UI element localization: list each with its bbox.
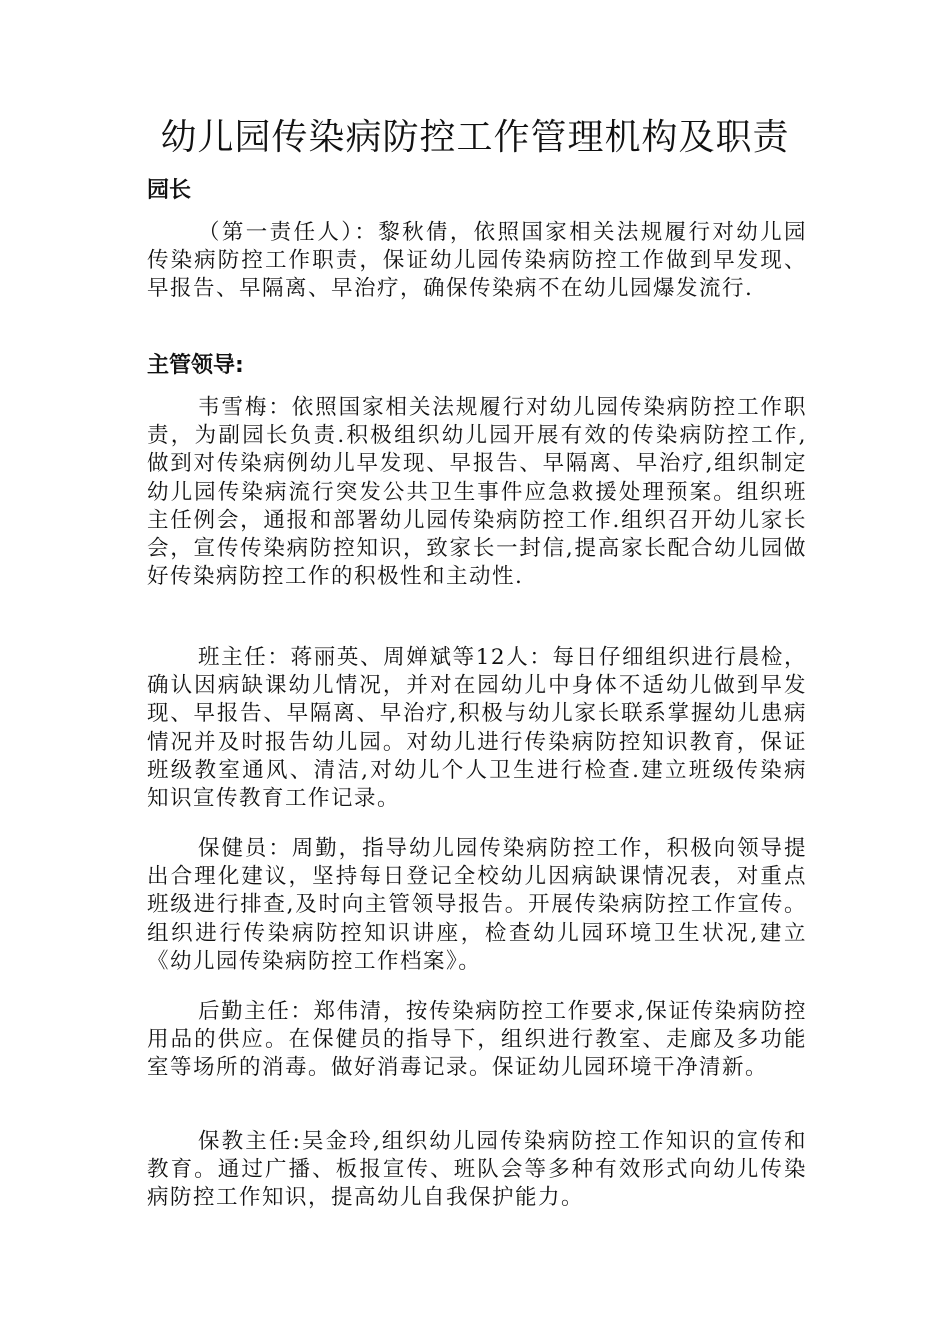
- paragraph-health-worker: 保健员：周勤，指导幼儿园传染病防控工作，积极向领导提出合理化建议，坚持每日登记全校幼儿因病缺课情况表，对重点班级进行排查,及时向主管领导报告。开展传染病防控工作宣传。组织进行传染病防控知识讲座，检查幼儿园环境卫生状况,建立《幼儿园传染病防控工作档案》。: [147, 836, 807, 974]
- section-heading-supervisor: 主管领导:: [147, 353, 244, 378]
- paragraph-class-teacher: 班主任：蒋丽英、周婵斌等12人：每日仔细组织进行晨检，确认因病缺课幼儿情况，并对在园幼儿中身体不适幼儿做到早发现、早报告、早隔离、早治疗,积极与幼儿家长联系掌握幼儿患病情况并及时报告幼儿园。对幼儿进行传染病防控知识教育，保证班级教室通风、清洁,对幼儿个人卫生进行检查.建立班级传染病知识宣传教育工作记录。: [147, 645, 807, 812]
- paragraph-logistics-director: 后勤主任：郑伟清，按传染病防控工作要求,保证传染病防控用品的供应。在保健员的指导下，组织进行教室、走廊及多功能室等场所的消毒。做好消毒记录。保证幼儿园环境干净清新。: [147, 999, 807, 1081]
- paragraph-education-director: 保教主任:吴金玲,组织幼儿园传染病防控工作知识的宣传和教育。通过广播、板报宣传、班队会等多种有效形式向幼儿传染病防控工作知识，提高幼儿自我保护能力。: [147, 1129, 807, 1211]
- paragraph-principal: （第一责任人）：黎秋倩，依照国家相关法规履行对幼儿园传染病防控工作职责，保证幼儿园传染病防控工作做到早发现、早报告、早隔离、早治疗，确保传染病不在幼儿园爆发流行.: [147, 220, 807, 302]
- document-title: 幼儿园传染病防控工作管理机构及职责: [160, 117, 790, 158]
- paragraph-supervisor: 韦雪梅：依照国家相关法规履行对幼儿园传染病防控工作职责，为副园长负责.积极组织幼儿园开展有效的传染病防控工作,做到对传染病例幼儿早发现、早报告、早隔离、早治疗,组织制定幼儿园传染病流行突发公共卫生事件应急救援处理预案。组织班主任例会，通报和部署幼儿园传染病防控工作.组织召开幼儿家长会，宣传传染病防控知识，致家长一封信,提高家长配合幼儿园做好传染病防控工作的积极性和主动性.: [147, 395, 807, 590]
- section-heading-principal: 园长: [147, 178, 192, 203]
